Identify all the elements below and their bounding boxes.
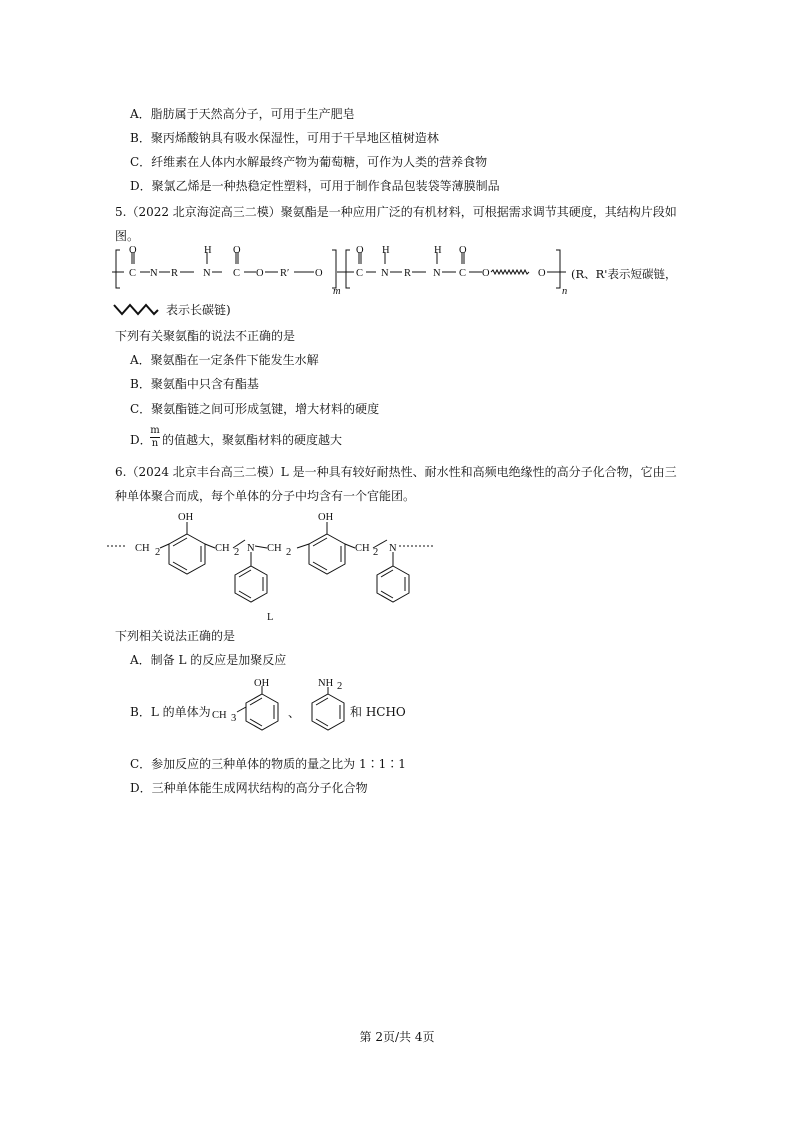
q6-option-b-prefix: B．L 的单体为 [130, 705, 211, 719]
aniline-monomer [302, 676, 352, 746]
q5-option-d-text: 的值越大，聚氨酯材料的硬度越大 [162, 433, 343, 447]
svg-text:O: O [129, 245, 137, 256]
svg-text:2: 2 [286, 547, 292, 558]
q6-option-d: D．三种单体能生成网状结构的高分子化合物 [130, 781, 368, 795]
svg-text:2: 2 [373, 547, 379, 558]
svg-text:O: O [459, 245, 467, 256]
structure-note: (R、R'表示短碳链， [571, 267, 677, 281]
polymer-l-structure [105, 506, 445, 624]
q6-option-a: A．制备 L 的反应是加聚反应 [130, 653, 287, 667]
svg-text:n: n [562, 286, 568, 297]
svg-text:O: O [356, 245, 364, 256]
long-chain-zigzag-icon [112, 300, 160, 316]
svg-text:O: O [256, 268, 264, 279]
q5-option-a: A．聚氨酯在一定条件下能发生水解 [130, 353, 319, 367]
svg-text:N: N [203, 268, 211, 279]
q5-question: 下列有关聚氨酯的说法不正确的是 [115, 329, 296, 343]
svg-text:O: O [233, 245, 241, 256]
svg-text:CH: CH [267, 543, 282, 554]
q4-option-c: C．纤维素在人体内水解最终产物为葡萄糖，可作为人类的营养食物 [130, 155, 488, 169]
page-footer: 第 2页/共 4页 [359, 1030, 435, 1044]
svg-text:m: m [333, 286, 341, 297]
svg-text:N: N [150, 268, 158, 279]
fraction-numerator: m [150, 425, 160, 436]
q4-option-d: D．聚氯乙烯是一种热稳定性塑料，可用于制作食品包装袋等薄膜制品 [130, 179, 500, 193]
svg-text:R: R [171, 268, 179, 279]
monomer-separator: 、 [288, 706, 301, 720]
svg-text:O: O [315, 268, 323, 279]
svg-text:CH: CH [355, 543, 370, 554]
svg-text:N: N [247, 543, 255, 554]
fraction-denominator: n [151, 438, 159, 449]
svg-text:N: N [389, 543, 397, 554]
q5-stem-line2: 图。 [115, 229, 140, 243]
polyurethane-structure [110, 246, 572, 296]
svg-text:H: H [434, 245, 442, 256]
q6-stem-line1: 6.（2024 北京丰台高三二模）L 是一种具有较好耐热性、耐水性和高频电绝缘性的高分子化合物，它由三 [115, 465, 677, 479]
svg-text:H: H [204, 245, 212, 256]
svg-text:H: H [382, 245, 390, 256]
svg-text:NH: NH [318, 678, 334, 689]
svg-text:2: 2 [155, 547, 161, 558]
svg-text:OH: OH [254, 678, 270, 689]
q6-stem-line2: 种单体聚合而成，每个单体的分子中均含有一个官能团。 [115, 489, 416, 503]
svg-text:CH: CH [215, 543, 230, 554]
svg-text:C: C [233, 268, 241, 279]
q6-option-b-suffix: 和 HCHO [350, 705, 406, 719]
svg-text:R: R [404, 268, 412, 279]
q5-stem-line1: 5.（2022 北京海淀高三二模）聚氨酯是一种应用广泛的有机材料，可根据需求调节其硬度，其结构片段如 [115, 205, 677, 219]
q5-option-d-prefix: D． [130, 433, 152, 447]
svg-text:O: O [482, 268, 490, 279]
q6-option-c: C．参加反应的三种单体的物质的量之比为 1∶1∶1 [130, 757, 406, 771]
q5-option-c: C．聚氨酯链之间可形成氢键，增大材料的硬度 [130, 402, 380, 416]
q4-option-b: B．聚丙烯酸钠具有吸水保湿性，可用于干旱地区植树造林 [130, 131, 439, 145]
svg-text:L: L [267, 612, 274, 623]
q6-question: 下列相关说法正确的是 [115, 629, 236, 643]
svg-text:3: 3 [231, 713, 237, 724]
svg-text:C: C [356, 268, 364, 279]
svg-text:C: C [459, 268, 467, 279]
svg-text:N: N [433, 268, 441, 279]
q4-option-a: A．脂肪属于天然高分子，可用于生产肥皂 [130, 107, 355, 121]
o-cresol-monomer [210, 676, 290, 746]
zigzag-note: 表示长碳链) [166, 303, 231, 317]
svg-text:OH: OH [178, 512, 194, 523]
svg-text:C: C [129, 268, 137, 279]
svg-text:N: N [381, 268, 389, 279]
svg-text:R′: R′ [280, 268, 290, 279]
svg-text:2: 2 [337, 681, 343, 692]
svg-text:O: O [538, 268, 546, 279]
svg-text:CH: CH [212, 710, 227, 721]
q5-option-b: B．聚氨酯中只含有酯基 [130, 377, 259, 391]
svg-text:OH: OH [318, 512, 334, 523]
svg-text:CH: CH [135, 543, 150, 554]
svg-text:2: 2 [234, 547, 240, 558]
